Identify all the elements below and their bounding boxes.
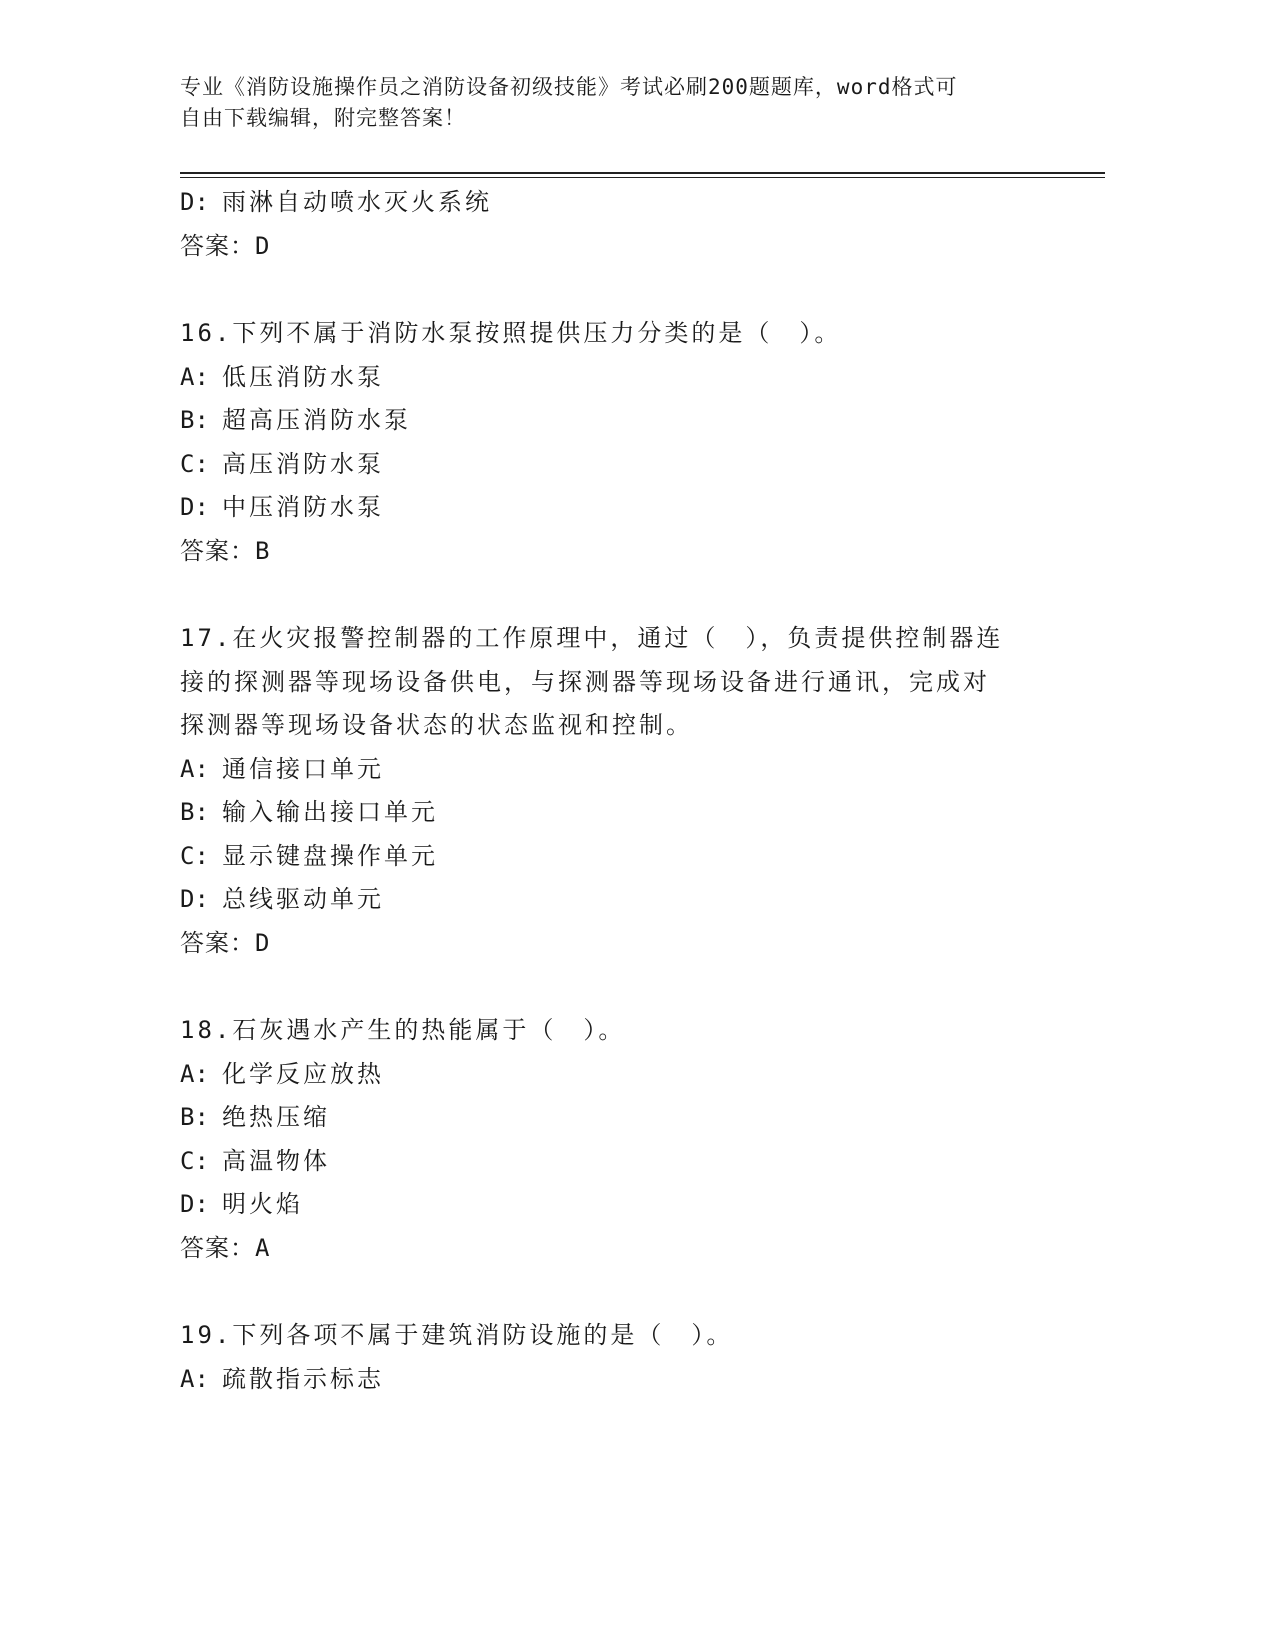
question-stem-line-3: 探测器等现场设备状态的状态监视和控制。 bbox=[180, 711, 693, 739]
option-letter: D: bbox=[180, 188, 209, 216]
option-letter: D: bbox=[180, 493, 209, 521]
option-d bbox=[180, 1183, 1040, 1227]
question-19 bbox=[180, 1314, 1040, 1401]
option-d bbox=[180, 486, 1040, 530]
question-stem: 18.石灰遇水产生的热能属于（ ）。 bbox=[180, 1016, 626, 1044]
question-stem-line-1: 17.在火灾报警控制器的工作原理中，通过（ ），负责提供控制器连 bbox=[180, 624, 1004, 652]
option-text: 疏散指示标志 bbox=[222, 1364, 384, 1393]
option-d bbox=[180, 181, 1040, 225]
option-letter: C: bbox=[180, 841, 209, 870]
option-text: 明火焰 bbox=[222, 1190, 303, 1218]
option-text: 绝热压缩 bbox=[222, 1103, 330, 1131]
option-c bbox=[180, 1140, 1040, 1184]
option-a bbox=[180, 1053, 1040, 1097]
option-d bbox=[180, 878, 1040, 922]
option-letter: B: bbox=[180, 798, 209, 826]
header-divider-thin bbox=[180, 177, 1105, 178]
option-text: 高温物体 bbox=[222, 1146, 330, 1175]
option-letter: B: bbox=[180, 406, 209, 434]
option-b bbox=[180, 1096, 1040, 1140]
answer-line: 答案：D bbox=[180, 928, 271, 957]
option-text: 总线驱动单元 bbox=[222, 885, 384, 913]
option-letter: C: bbox=[180, 1146, 209, 1175]
option-a bbox=[180, 748, 1040, 792]
option-letter: A: bbox=[180, 1059, 209, 1088]
option-text: 化学反应放热 bbox=[222, 1059, 384, 1088]
previous-question-tail bbox=[180, 181, 1040, 268]
option-text: 低压消防水泵 bbox=[222, 362, 384, 391]
option-a bbox=[180, 356, 1040, 400]
question-stem: 16.下列不属于消防水泵按照提供压力分类的是（ ）。 bbox=[180, 319, 842, 347]
option-c bbox=[180, 443, 1040, 487]
header-line-2: 自由下载编辑，附完整答案！ bbox=[180, 106, 466, 130]
answer-line: 答案：A bbox=[180, 1233, 271, 1262]
header-divider-thick bbox=[180, 172, 1105, 174]
option-text: 高压消防水泵 bbox=[222, 449, 384, 478]
question-17 bbox=[180, 617, 1040, 965]
option-letter: D: bbox=[180, 1190, 209, 1218]
answer-line: 答案：D bbox=[180, 231, 271, 260]
option-text: 输入输出接口单元 bbox=[222, 798, 438, 826]
question-16 bbox=[180, 312, 1040, 573]
option-letter: B: bbox=[180, 1103, 209, 1131]
option-text: 中压消防水泵 bbox=[222, 493, 384, 521]
header-line-1: 专业《消防设施操作员之消防设备初级技能》考试必刷200题题库，word格式可 bbox=[180, 75, 958, 99]
question-18 bbox=[180, 1009, 1040, 1270]
option-text: 显示键盘操作单元 bbox=[222, 841, 438, 870]
document-header bbox=[180, 72, 1050, 134]
option-b bbox=[180, 399, 1040, 443]
option-letter: C: bbox=[180, 449, 209, 478]
option-letter: A: bbox=[180, 1364, 209, 1393]
option-letter: A: bbox=[180, 362, 209, 391]
option-b bbox=[180, 791, 1040, 835]
question-stem: 19.下列各项不属于建筑消防设施的是（ ）。 bbox=[180, 1321, 734, 1349]
answer-line: 答案：B bbox=[180, 536, 271, 565]
option-a bbox=[180, 1358, 1040, 1402]
option-text: 雨淋自动喷水灭火系统 bbox=[222, 188, 492, 216]
option-letter: A: bbox=[180, 754, 209, 783]
option-text: 通信接口单元 bbox=[222, 754, 384, 783]
question-stem-line-2: 接的探测器等现场设备供电，与探测器等现场设备进行通讯，完成对 bbox=[180, 667, 990, 696]
question-list bbox=[180, 181, 1040, 1401]
option-text: 超高压消防水泵 bbox=[222, 406, 411, 434]
option-c bbox=[180, 835, 1040, 879]
option-letter: D: bbox=[180, 885, 209, 913]
